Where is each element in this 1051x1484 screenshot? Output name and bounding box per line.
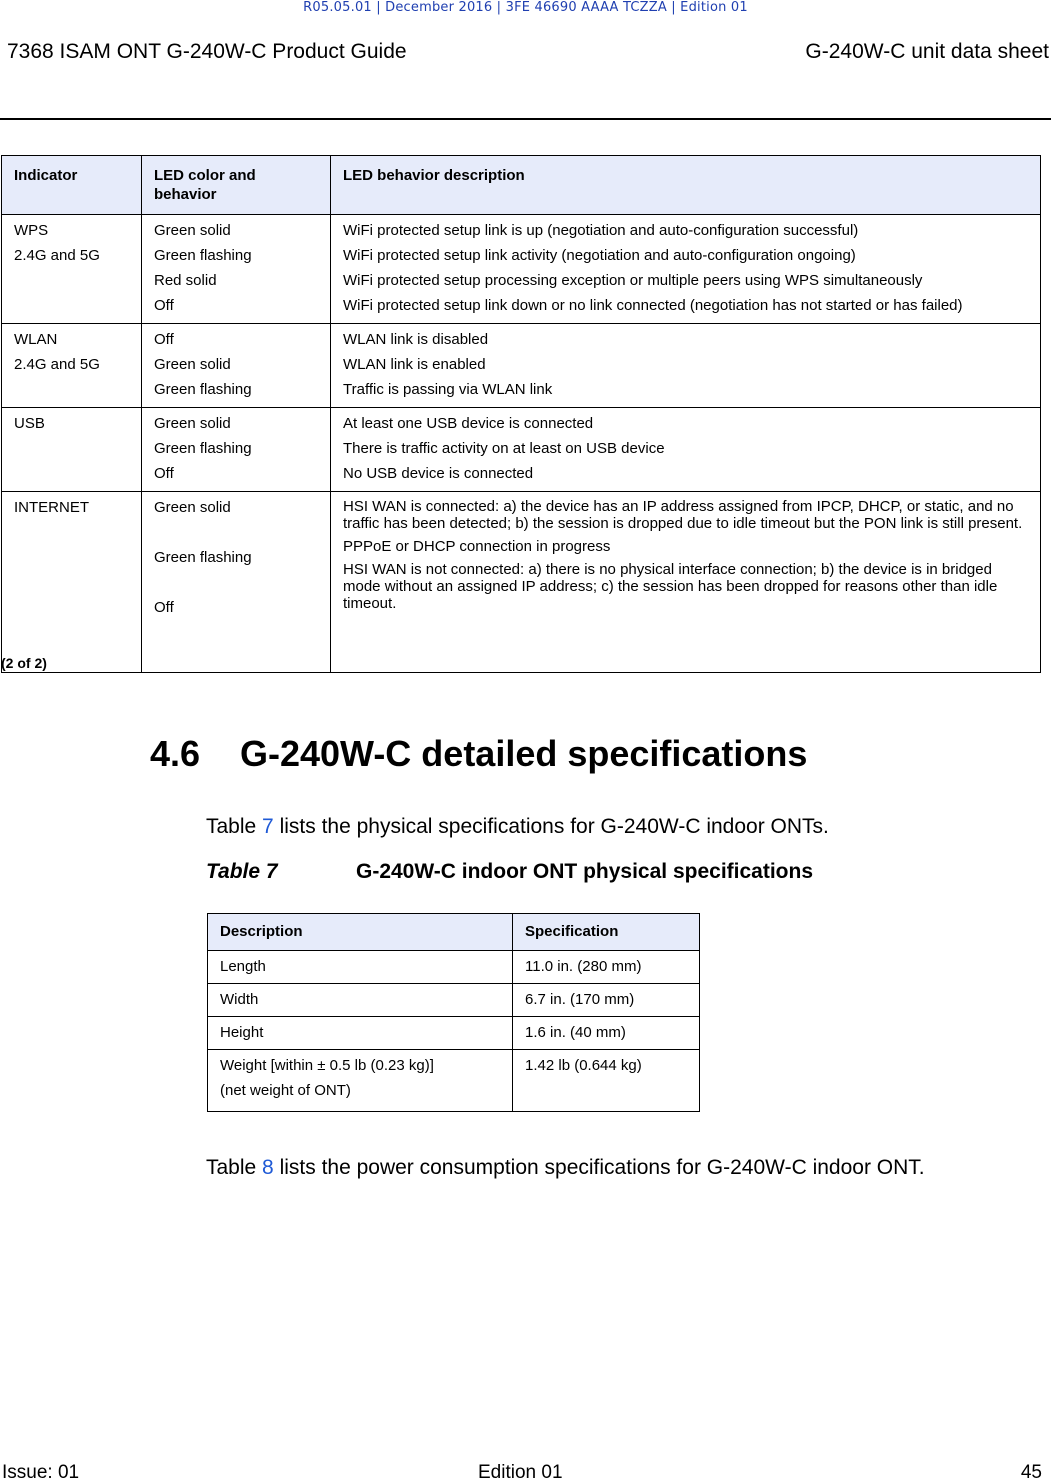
- caption-label: Table 7: [206, 860, 278, 883]
- intro-text-after: lists the physical specifications for G-240W-C indoor ONTs.: [273, 815, 829, 838]
- led-row-internet: [2, 492, 1041, 673]
- section-title-text: G-240W-C detailed specifications: [240, 733, 808, 774]
- footer-issue: Issue: 01: [2, 1462, 80, 1483]
- footer-page-number: 45: [1020, 1462, 1042, 1483]
- header-product-guide-title: 7368 ISAM ONT G-240W-C Product Guide: [7, 40, 407, 63]
- spec-table-header-row: [208, 914, 700, 951]
- header-divider: [0, 118, 1051, 120]
- led-row-usb: [2, 408, 1041, 492]
- spec-row-width: [208, 984, 700, 1017]
- table-7-caption: [206, 860, 813, 884]
- led-header-color-behavior: LED color and behavior: [142, 156, 331, 215]
- spec-value: 11.0 in. (280 mm): [513, 951, 700, 984]
- description-item: WLAN link is disabled: [343, 331, 489, 348]
- behavior-item: Green solid: [154, 222, 231, 239]
- spec-value: 6.7 in. (170 mm): [513, 984, 700, 1017]
- intro-paragraph-table-8: [206, 1156, 925, 1180]
- table-7-link[interactable]: 7: [262, 815, 274, 838]
- behavior-item: Off: [154, 331, 174, 348]
- spec-value: 1.42 lb (0.644 kg): [513, 1050, 700, 1112]
- behavior-cell: [142, 324, 331, 408]
- indicator-cell: [2, 215, 142, 324]
- description-item: WiFi protected setup link activity (negotiation and auto-configuration ongoing): [343, 247, 856, 264]
- physical-spec-table: [207, 913, 700, 1112]
- spec-description-line: (net weight of ONT): [220, 1082, 351, 1099]
- description-item: No USB device is connected: [343, 465, 534, 482]
- document-stamp: R05.05.01 | December 2016 | 3FE 46690 AAAA TCZZA | Edition 01: [303, 0, 748, 15]
- spec-description-line: Weight [within ± 0.5 lb (0.23 kg)]: [220, 1057, 434, 1074]
- behavior-item: Green flashing: [154, 381, 252, 398]
- spec-row-length: [208, 951, 700, 984]
- description-cell: [331, 324, 1041, 408]
- footer-edition: Edition 01: [478, 1462, 563, 1483]
- indicator-name: USB: [14, 415, 45, 432]
- description-cell: [331, 408, 1041, 492]
- led-table-header-row: [2, 156, 1041, 215]
- description-item: WiFi protected setup processing exception or multiple peers using WPS simultaneously: [343, 272, 923, 289]
- intro-paragraph-table-7: [206, 815, 829, 839]
- section-heading: [150, 733, 807, 775]
- led-indicator-table: [1, 155, 1041, 673]
- behavior-item: Green solid: [154, 499, 231, 516]
- header-section-title: G-240W-C unit data sheet: [805, 40, 1049, 63]
- description-item: WLAN link is enabled: [343, 356, 486, 373]
- spec-description: Height: [208, 1017, 513, 1050]
- behavior-item: Off: [154, 599, 174, 616]
- led-row-wlan: [2, 324, 1041, 408]
- led-header-indicator: Indicator: [2, 156, 142, 215]
- indicator-name: WPS: [14, 222, 49, 239]
- behavior-item: Green solid: [154, 356, 231, 373]
- behavior-cell: [142, 492, 331, 673]
- indicator-cell: [2, 408, 142, 492]
- spec-value: 1.6 in. (40 mm): [513, 1017, 700, 1050]
- behavior-cell: [142, 215, 331, 324]
- indicator-band: 2.4G and 5G: [14, 247, 100, 264]
- spec-header-description: Description: [208, 914, 513, 951]
- spec-row-height: [208, 1017, 700, 1050]
- table-8-link[interactable]: 8: [262, 1156, 274, 1179]
- behavior-item: Green flashing: [154, 549, 252, 566]
- indicator-name: WLAN: [14, 331, 58, 348]
- description-item: PPPoE or DHCP connection in progress: [343, 538, 611, 555]
- table-continuation-note: (2 of 2): [1, 655, 47, 671]
- behavior-item: Off: [154, 297, 174, 314]
- description-item: WiFi protected setup link is up (negotiation and auto-configuration successful): [343, 222, 859, 239]
- description-item: At least one USB device is connected: [343, 415, 594, 432]
- indicator-cell: [2, 492, 142, 673]
- spec-description: Width: [208, 984, 513, 1017]
- behavior-item: Green flashing: [154, 440, 252, 457]
- indicator-cell: [2, 324, 142, 408]
- led-row-wps: [2, 215, 1041, 324]
- intro-text-before: Table: [206, 815, 263, 838]
- behavior-item: Off: [154, 465, 174, 482]
- description-item: WiFi protected setup link down or no link connected (negotiation has not started or has failed): [343, 297, 963, 314]
- caption-title: G-240W-C indoor ONT physical specifications: [356, 860, 813, 883]
- description-item: There is traffic activity on at least on USB device: [343, 440, 665, 457]
- description-item: HSI WAN is connected: a) the device has an IP address assigned from IPCP, DHCP, or static, and no traffic has been detected; b) the session is dropped due to idle timeout but the PON link is still present.: [343, 498, 1023, 532]
- behavior-item: Red solid: [154, 272, 217, 289]
- description-item: Traffic is passing via WLAN link: [343, 381, 553, 398]
- spec-header-specification: Specification: [513, 914, 700, 951]
- description-cell: [331, 492, 1041, 673]
- led-header-description: LED behavior description: [331, 156, 1041, 215]
- intro-text-before: Table: [206, 1156, 263, 1179]
- behavior-item: Green flashing: [154, 247, 252, 264]
- section-number: 4.6: [150, 733, 201, 774]
- behavior-item: Green solid: [154, 415, 231, 432]
- behavior-cell: [142, 408, 331, 492]
- indicator-band: 2.4G and 5G: [14, 356, 100, 373]
- description-item: HSI WAN is not connected: a) there is no physical interface connection; b) the device is in bridged mode without an assigned IP address; c) the session has been dropped for reasons other than idle timeout.: [343, 561, 998, 612]
- indicator-name: INTERNET: [14, 499, 89, 516]
- spec-description: Length: [208, 951, 513, 984]
- spec-description: [208, 1050, 513, 1112]
- spec-row-weight: [208, 1050, 700, 1112]
- intro-text-after: lists the power consumption specifications for G-240W-C indoor ONT.: [273, 1156, 925, 1179]
- description-cell: [331, 215, 1041, 324]
